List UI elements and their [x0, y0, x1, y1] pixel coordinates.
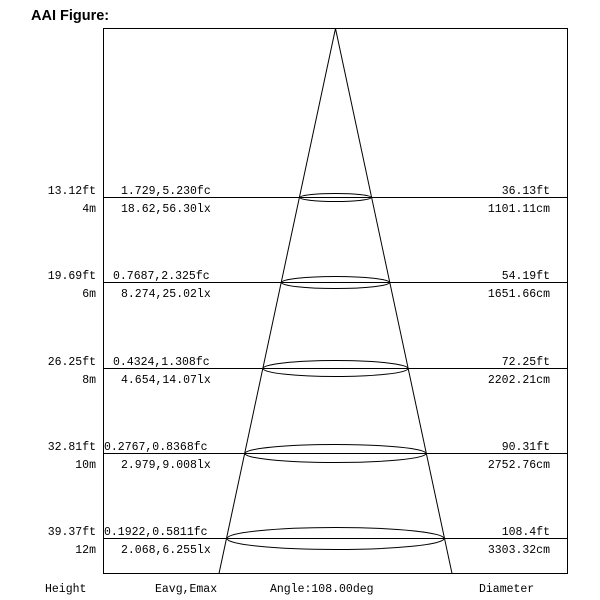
height-m-label: 10m	[75, 459, 96, 472]
illuminance-lx-label: 18.62,56.30lx	[121, 203, 211, 216]
diagram-frame	[104, 29, 568, 574]
illuminance-fc-label: 1.729,5.230fc	[121, 185, 211, 198]
illuminance-fc-label: 0.2767,0.8368fc	[104, 441, 208, 454]
height-m-label: 4m	[82, 203, 96, 216]
diameter-ft-label: 36.13ft	[501, 185, 550, 198]
height-ft-label: 13.12ft	[47, 185, 96, 198]
illuminance-fc-label: 0.1922,0.5811fc	[104, 526, 208, 539]
illuminance-column-label: Eavg,Emax	[155, 583, 218, 596]
distance-row	[48, 526, 568, 557]
illuminance-lx-label: 4.654,14.07lx	[121, 374, 211, 387]
figure-title: AAI Figure:	[31, 8, 110, 24]
illuminance-lx-label: 2.068,6.255lx	[121, 544, 211, 557]
illuminance-lx-label: 2.979,9.008lx	[121, 459, 211, 472]
beam-angle-label: Angle:108.00deg	[270, 583, 374, 596]
height-m-label: 12m	[75, 544, 96, 557]
height-m-label: 6m	[82, 288, 96, 301]
diameter-cm-label: 1101.11cm	[487, 203, 550, 216]
diameter-ft-label: 90.31ft	[501, 441, 550, 454]
diameter-cm-label: 2202.21cm	[487, 374, 550, 387]
beam-right-edge	[336, 29, 453, 574]
diameter-ft-label: 108.4ft	[501, 526, 550, 539]
diameter-ft-label: 72.25ft	[501, 356, 550, 369]
height-ft-label: 39.37ft	[47, 526, 96, 539]
distance-row	[48, 441, 568, 472]
illuminance-fc-label: 0.4324,1.308fc	[113, 356, 210, 369]
height-m-label: 8m	[82, 374, 96, 387]
diameter-cm-label: 1651.66cm	[487, 288, 550, 301]
distance-row	[48, 270, 568, 301]
diameter-ft-label: 54.19ft	[501, 270, 550, 283]
height-ft-label: 19.69ft	[47, 270, 96, 283]
beam-left-edge	[219, 29, 336, 574]
height-ft-label: 26.25ft	[47, 356, 96, 369]
diameter-cm-label: 2752.76cm	[487, 459, 550, 472]
diameter-cm-label: 3303.32cm	[487, 544, 550, 557]
diameter-column-label: Diameter	[479, 583, 535, 596]
illuminance-fc-label: 0.7687,2.325fc	[113, 270, 210, 283]
height-ft-label: 32.81ft	[47, 441, 96, 454]
distance-row	[48, 185, 568, 216]
illuminance-lx-label: 8.274,25.02lx	[121, 288, 211, 301]
height-column-label: Height	[45, 583, 87, 596]
distance-row	[48, 356, 568, 387]
